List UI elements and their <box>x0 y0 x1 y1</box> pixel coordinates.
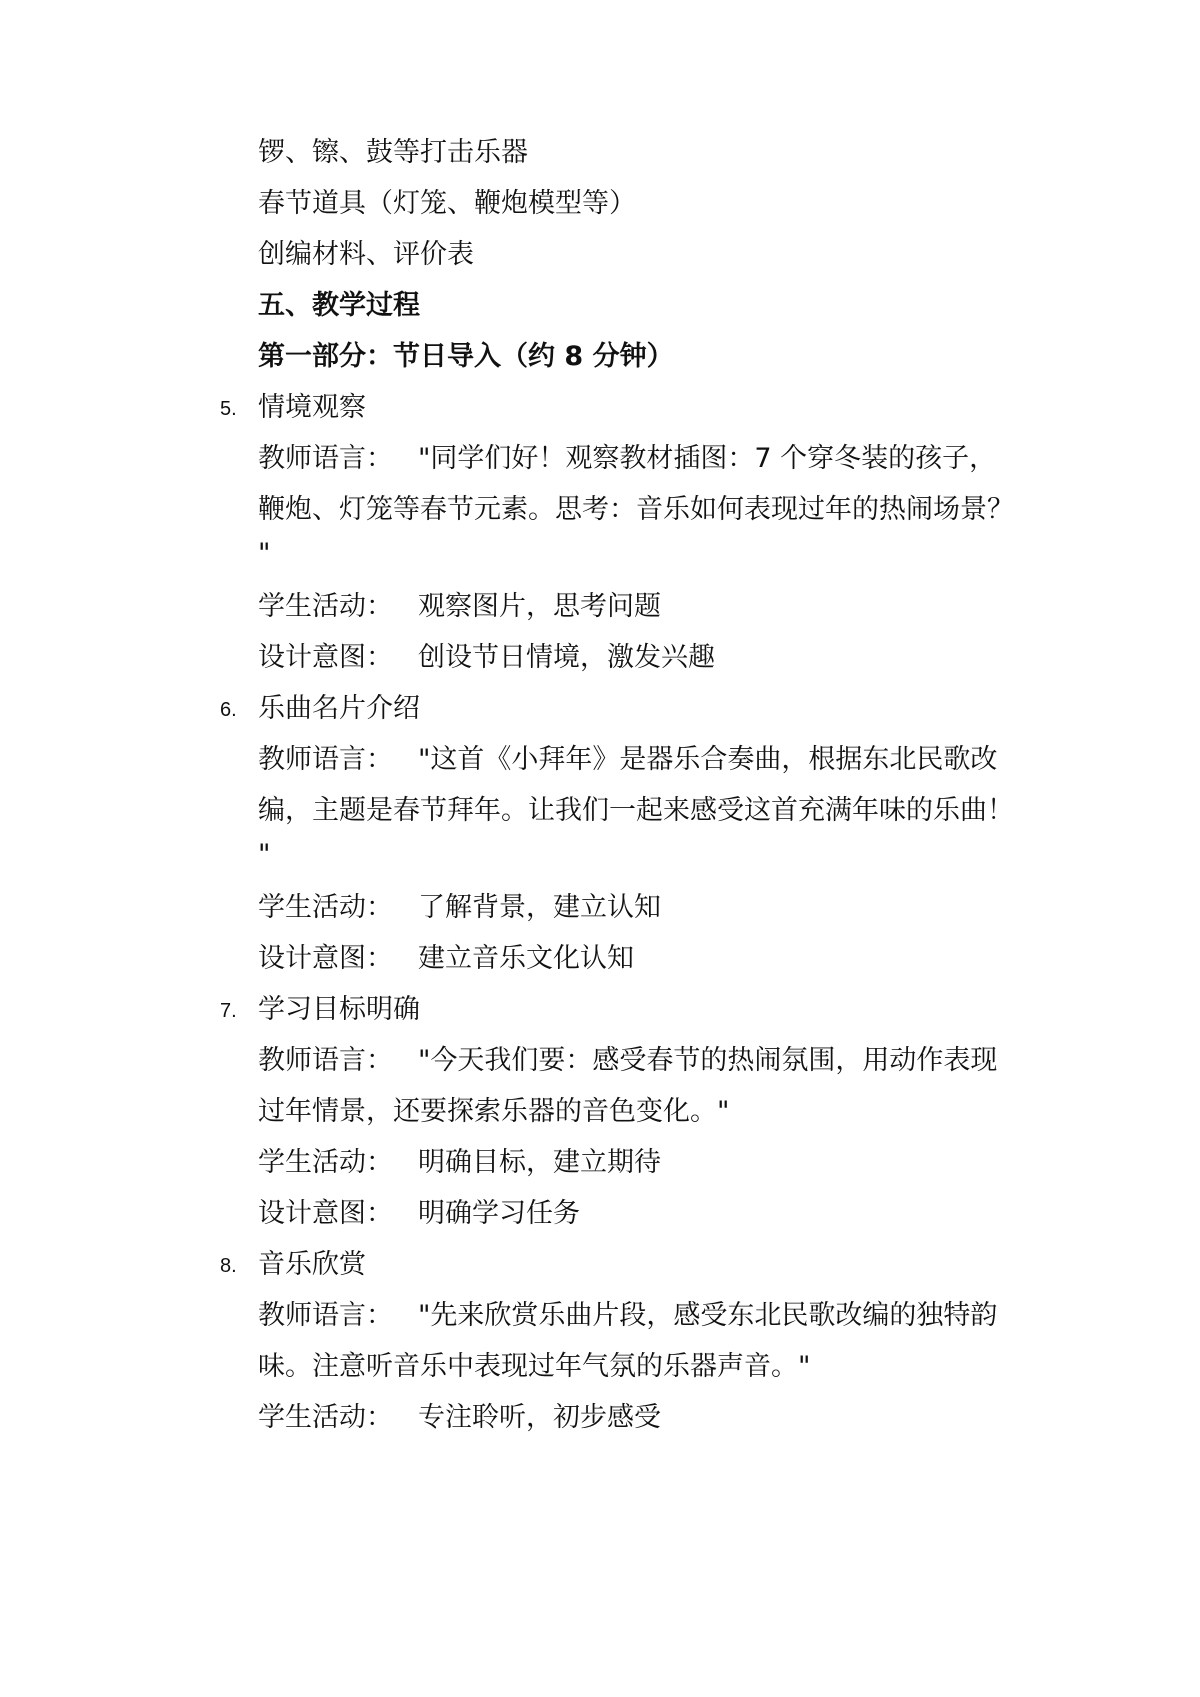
student-text: 专注聆听，初步感受 <box>418 1402 661 1433</box>
teacher-speech <box>258 1299 1058 1333</box>
student-activity <box>258 1146 1058 1180</box>
design-intent <box>258 1197 1058 1231</box>
step-title: 情境观察 <box>258 392 366 423</box>
teacher-text-line1: "同学们好！观察教材插图：7 个穿冬装的孩子， <box>418 443 997 474</box>
material-item: 创编材料、评价表 <box>258 239 474 270</box>
student-text: 观察图片，思考问题 <box>418 591 661 622</box>
material-item: 锣、镲、鼓等打击乐器 <box>258 137 528 168</box>
teacher-text-line1: "先来欣赏乐曲片段，感受东北民歌改编的独特韵 <box>418 1300 998 1331</box>
intent-label: 设计意图： <box>258 943 393 974</box>
step-number: 7. <box>220 1000 237 1022</box>
intent-text: 建立音乐文化认知 <box>418 943 634 974</box>
student-activity <box>258 1401 1058 1435</box>
student-label: 学生活动： <box>258 892 393 923</box>
teacher-text-line2: 编，主题是春节拜年。让我们一起来感受这首充满年味的乐曲！ <box>258 795 1014 826</box>
teacher-text-line1: "这首《小拜年》是器乐合奏曲，根据东北民歌改 <box>418 744 998 775</box>
teacher-label: 教师语言： <box>258 443 393 474</box>
step-title: 音乐欣赏 <box>258 1249 366 1280</box>
student-label: 学生活动： <box>258 591 393 622</box>
student-label: 学生活动： <box>258 1402 393 1433</box>
teacher-label: 教师语言： <box>258 1300 393 1331</box>
design-intent <box>258 641 1058 675</box>
step-title: 乐曲名片介绍 <box>258 693 420 724</box>
intent-label: 设计意图： <box>258 642 393 673</box>
teacher-text-line2: 味。注意听音乐中表现过年气氛的乐器声音。" <box>258 1351 811 1382</box>
teacher-text-line3: " <box>258 839 271 870</box>
intent-text: 创设节日情境，激发兴趣 <box>418 642 715 673</box>
step-title: 学习目标明确 <box>258 994 420 1025</box>
student-text: 了解背景，建立认知 <box>418 892 661 923</box>
step-number: 6. <box>220 699 237 721</box>
student-text: 明确目标，建立期待 <box>418 1147 661 1178</box>
teacher-text-line1: "今天我们要：感受春节的热闹氛围，用动作表现 <box>418 1045 998 1076</box>
student-label: 学生活动： <box>258 1147 393 1178</box>
teacher-speech <box>258 442 1058 476</box>
teacher-text-line2: 鞭炮、灯笼等春节元素。思考：音乐如何表现过年的热闹场景？ <box>258 494 1014 525</box>
step-number: 8. <box>220 1255 237 1277</box>
student-activity <box>258 891 1058 925</box>
material-item: 春节道具（灯笼、鞭炮模型等） <box>258 188 636 219</box>
step-number: 5. <box>220 398 237 420</box>
teacher-text-line3: " <box>258 538 271 569</box>
intent-text: 明确学习任务 <box>418 1198 580 1229</box>
teacher-speech <box>258 743 1058 777</box>
teacher-text-line2: 过年情景，还要探索乐器的音色变化。" <box>258 1096 730 1127</box>
design-intent <box>258 942 1058 976</box>
student-activity <box>258 590 1058 624</box>
part-heading: 第一部分：节日导入（约 8 分钟） <box>258 341 674 372</box>
section-heading: 五、教学过程 <box>258 290 420 321</box>
teacher-label: 教师语言： <box>258 1045 393 1076</box>
teacher-speech <box>258 1044 1058 1078</box>
intent-label: 设计意图： <box>258 1198 393 1229</box>
teacher-label: 教师语言： <box>258 744 393 775</box>
